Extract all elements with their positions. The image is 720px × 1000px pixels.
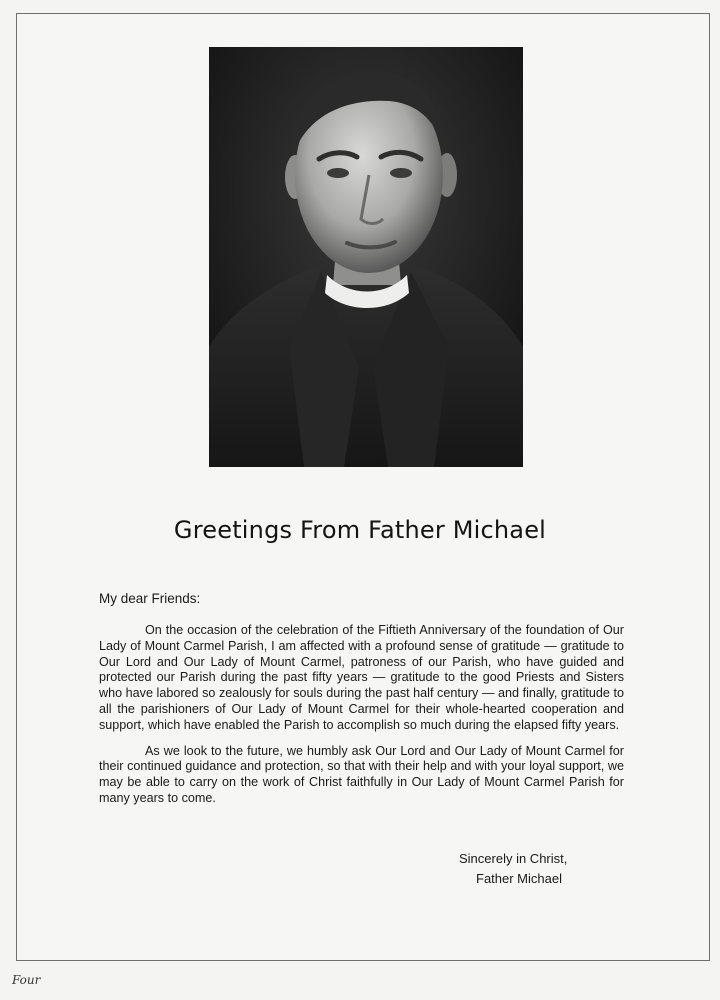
signature: Father Michael [476,871,562,886]
page-number: Four [12,973,41,987]
page-title: Greetings From Father Michael [173,516,547,544]
letter-paragraph: On the occasion of the celebration of the Fiftieth Anniversary of the foundation of Our Lady of Mount Carmel Parish, I am affected with a profound sense of gratitude — gratitude to Our Lord and Our Lady of Mount Carmel, patroness of our Parish, who have guided and protected our Parish during the past fifty years — gratitude to the good Priests and Sisters who have labored so zealously for souls during the past half century — and finally, gratitude to all the parishioners of Our Lady of Mount Carmel for their whole-hearted cooperation and support, which have enabled the Parish to accomplish so much during the elapsed fifty years. [99,623,624,732]
closing-phrase: Sincerely in Christ, [459,851,568,866]
letter-body [99,623,624,817]
letter-salutation: My dear Friends: [99,591,201,606]
letter-closing [459,849,567,889]
letter-paragraph: As we look to the future, we humbly ask Our Lord and Our Lady of Mount Carmel for their continued guidance and protection, so that with their help and with your loyal support, we may be able to carry on the work of Christ faithfully in Our Lady of Mount Carmel Parish for many years to come. [99,743,624,805]
priest-portrait-photo [209,47,523,467]
